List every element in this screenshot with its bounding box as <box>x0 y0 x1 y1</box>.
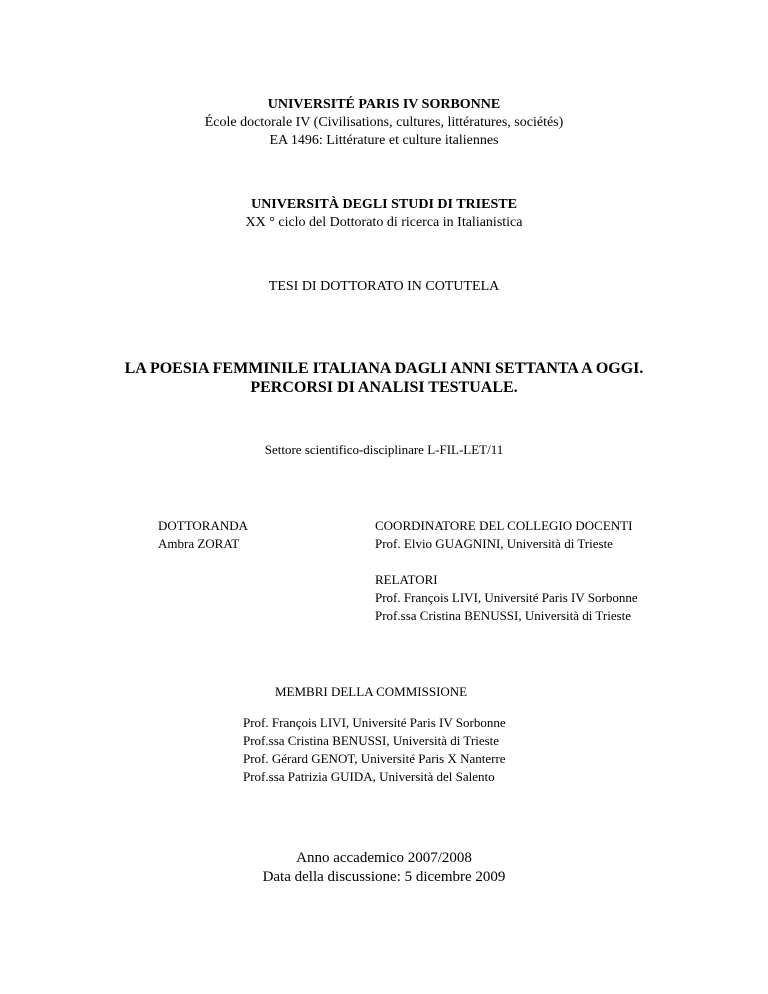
coordinator-name: Prof. Elvio GUAGNINI, Università di Trieste <box>375 536 613 551</box>
research-unit: EA 1496: Littérature et culture italiennes <box>269 133 499 148</box>
committee-list <box>243 714 506 786</box>
committee-member: Prof.ssa Cristina BENUSSI, Università di Trieste <box>243 733 500 748</box>
coordinator-label: COORDINATORE DEL COLLEGIO DOCENTI <box>375 518 633 533</box>
candidate-label: DOTTORANDA <box>158 518 249 533</box>
thesis-type: TESI DI DOTTORATO IN COTUTELA <box>268 279 500 294</box>
candidate-name: Ambra ZORAT <box>158 536 240 551</box>
thesis-type-block <box>0 278 768 296</box>
trieste-name: UNIVERSITÀ DEGLI STUDI DI TRIESTE <box>251 197 517 212</box>
coordinator-block <box>375 517 638 553</box>
supervisor-item: Prof.ssa Cristina BENUSSI, Università di Trieste <box>375 608 632 623</box>
date-block <box>0 849 768 887</box>
faculty-block <box>375 517 638 625</box>
thesis-title <box>0 359 768 397</box>
thesis-title-line2: PERCORSI DI ANALISI TESTUALE. <box>250 379 518 396</box>
committee-member: Prof.ssa Patrizia GUIDA, Università del Salento <box>243 769 495 784</box>
supervisors-label: RELATORI <box>375 572 438 587</box>
supervisors-block <box>375 571 638 625</box>
committee-member: Prof. Gérard GENOT, Université Paris X Nanterre <box>243 751 506 766</box>
doctoral-cycle: XX ° ciclo del Dottorato di ricerca in Italianistica <box>245 215 523 230</box>
committee-member: Prof. François LIVI, Université Paris IV Sorbonne <box>243 715 506 730</box>
thesis-title-line1: LA POESIA FEMMINILE ITALIANA DAGLI ANNI SETTANTA A OGGI. <box>124 360 644 377</box>
academic-year: Anno accademico 2007/2008 <box>296 850 472 866</box>
trieste-header <box>0 196 768 232</box>
candidate-block <box>158 517 248 553</box>
committee-heading-block <box>275 683 467 701</box>
committee-label: MEMBRI DELLA COMMISSIONE <box>275 684 468 699</box>
supervisor-item: Prof. François LIVI, Université Paris IV Sorbonne <box>375 590 638 605</box>
discussion-date: Data della discussione: 5 dicembre 2009 <box>262 869 506 885</box>
sector-block <box>0 441 768 459</box>
sector: Settore scientifico-disciplinare L-FIL-LET/11 <box>264 442 504 457</box>
doctoral-school: École doctorale IV (Civilisations, cultures, littératures, sociétés) <box>204 115 564 130</box>
sorbonne-name: UNIVERSITÉ PARIS IV SORBONNE <box>267 97 501 112</box>
sorbonne-header <box>0 96 768 150</box>
